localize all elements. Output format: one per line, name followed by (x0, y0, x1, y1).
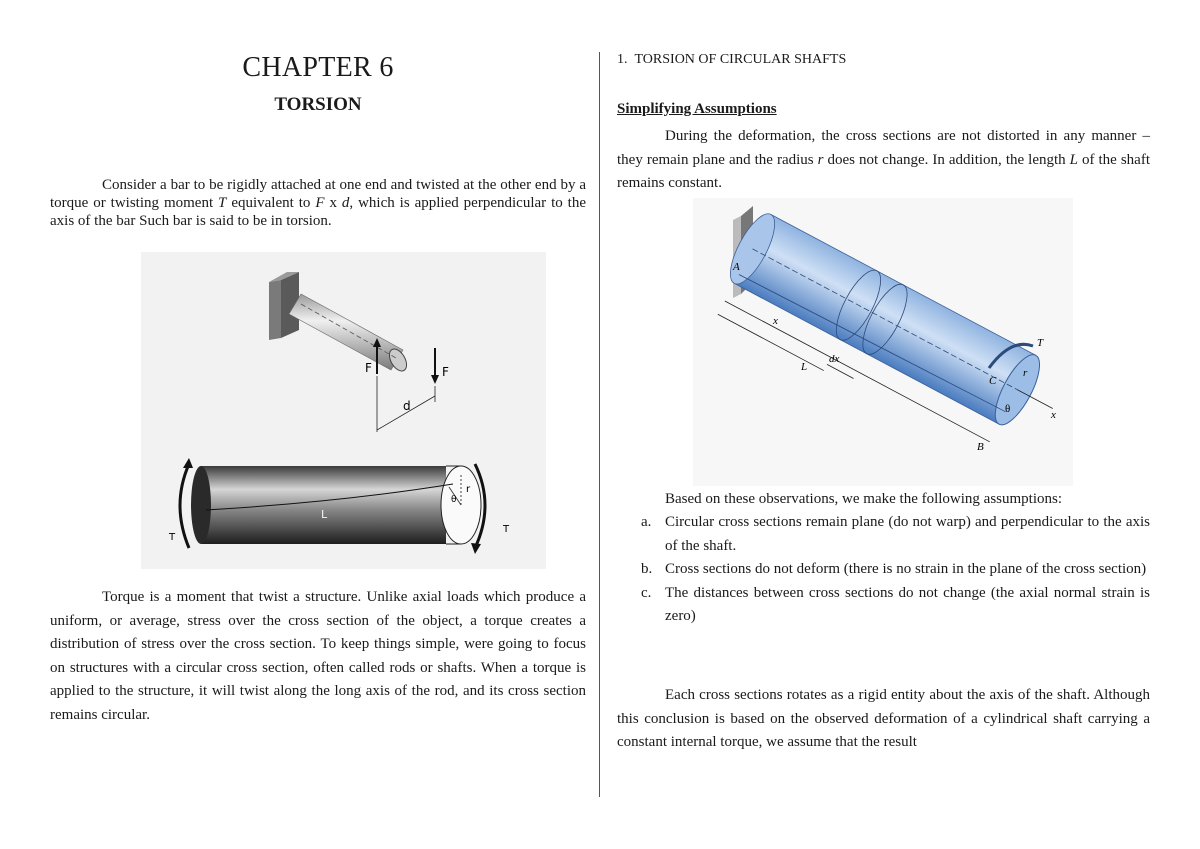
force-label-left: F (365, 361, 372, 375)
point-A-label: A (733, 261, 740, 273)
deformation-paragraph (617, 125, 1150, 196)
x-axis-label: x (1051, 409, 1056, 421)
list-marker: a. (641, 514, 652, 530)
list-item-text: Circular cross sections remain plane (do not warp) and perpendicular to the axis of the shaft. (665, 514, 1150, 554)
torsion-bar-figure (141, 252, 546, 569)
length-label: L (321, 508, 328, 521)
var-d: d (341, 195, 350, 211)
list-item-text: Cross sections do not deform (there is no strain in the plane of the cross section) (665, 561, 1147, 577)
deformation-text-3: of the shaft remains constant. (617, 151, 1150, 191)
var-L: L (1069, 151, 1078, 168)
chapter-title: CHAPTER 6 (242, 52, 394, 83)
point-B-label: B (977, 441, 984, 453)
list-item (617, 582, 1150, 629)
rigid-rotation-paragraph: Each cross sections rotates as a rigid entity about the axis of the shaft. Although this conclusion is based on the observed deformation of a cylindrical shaft carrying a constant internal torque, we assume that the result (617, 687, 1150, 750)
x-distance-label: x (773, 315, 778, 327)
intro-text-2: equivalent to (226, 195, 316, 211)
list-item-text: The distances between cross sections do not change (the axial normal strain is zero) (665, 584, 1150, 624)
deformation-text-2: does not change. In addition, the length (823, 151, 1070, 168)
list-marker: c. (641, 584, 652, 601)
deformation-text-1: During the deformation, the cross sections are not distorted in any manner – they remain plane and the radius (617, 128, 1150, 168)
circular-shaft-illustration (693, 198, 1073, 486)
torque-paragraph: Torque is a moment that twist a structure. Unlike axial loads which produce a uniform, or average, stress over the cross section of the object, a torque creates a distribution of stress over the cross section. To keep things simple, were going to focus on structures with a circular cross section, often called rods or shafts. When a torque is applied to the structure, it will twist along the long axis of the rod, and its cross section remains circular. (50, 589, 586, 723)
sub-heading: Simplifying Assumptions (617, 101, 777, 117)
intro-text-4: , which is applied perpendicular to the axis of the bar Such bar is said to be in torsion. (50, 195, 586, 229)
column-divider (599, 52, 600, 797)
list-item (617, 511, 1150, 558)
circular-shaft-figure (693, 198, 1073, 486)
force-label-right: F (442, 365, 449, 379)
radius-label: r (466, 484, 471, 495)
torsion-bar-illustration (141, 252, 546, 569)
shaft-length-label: L (801, 361, 808, 373)
list-item (617, 558, 1150, 582)
torque-label-left: T (169, 532, 176, 543)
observations-intro: Based on these observations, we make the following assumptions: (665, 491, 1063, 507)
angle-label: θ (451, 495, 457, 505)
var-F: F (315, 195, 325, 211)
torque-label-right: T (503, 524, 510, 535)
shaft-radius-label: r (1023, 367, 1028, 379)
torque-T-label: T (1037, 337, 1044, 349)
distance-label: d (403, 399, 411, 413)
var-T: T (218, 195, 227, 211)
intro-text-3: x (324, 195, 342, 211)
list-marker: b. (641, 561, 653, 577)
theta-label: θ (1005, 403, 1011, 415)
point-C-label: C (989, 375, 997, 387)
intro-text-1: Consider a bar to be rigidly attached at one end and twisted at the other end by a torque or twisting moment (50, 177, 586, 211)
chapter-subtitle: TORSION (274, 94, 362, 115)
intro-paragraph (50, 176, 586, 230)
section-heading: 1. TORSION OF CIRCULAR SHAFTS (617, 52, 847, 67)
var-r: r (817, 151, 824, 168)
assumptions-list (617, 511, 1150, 629)
dx-label: dx (829, 353, 840, 365)
